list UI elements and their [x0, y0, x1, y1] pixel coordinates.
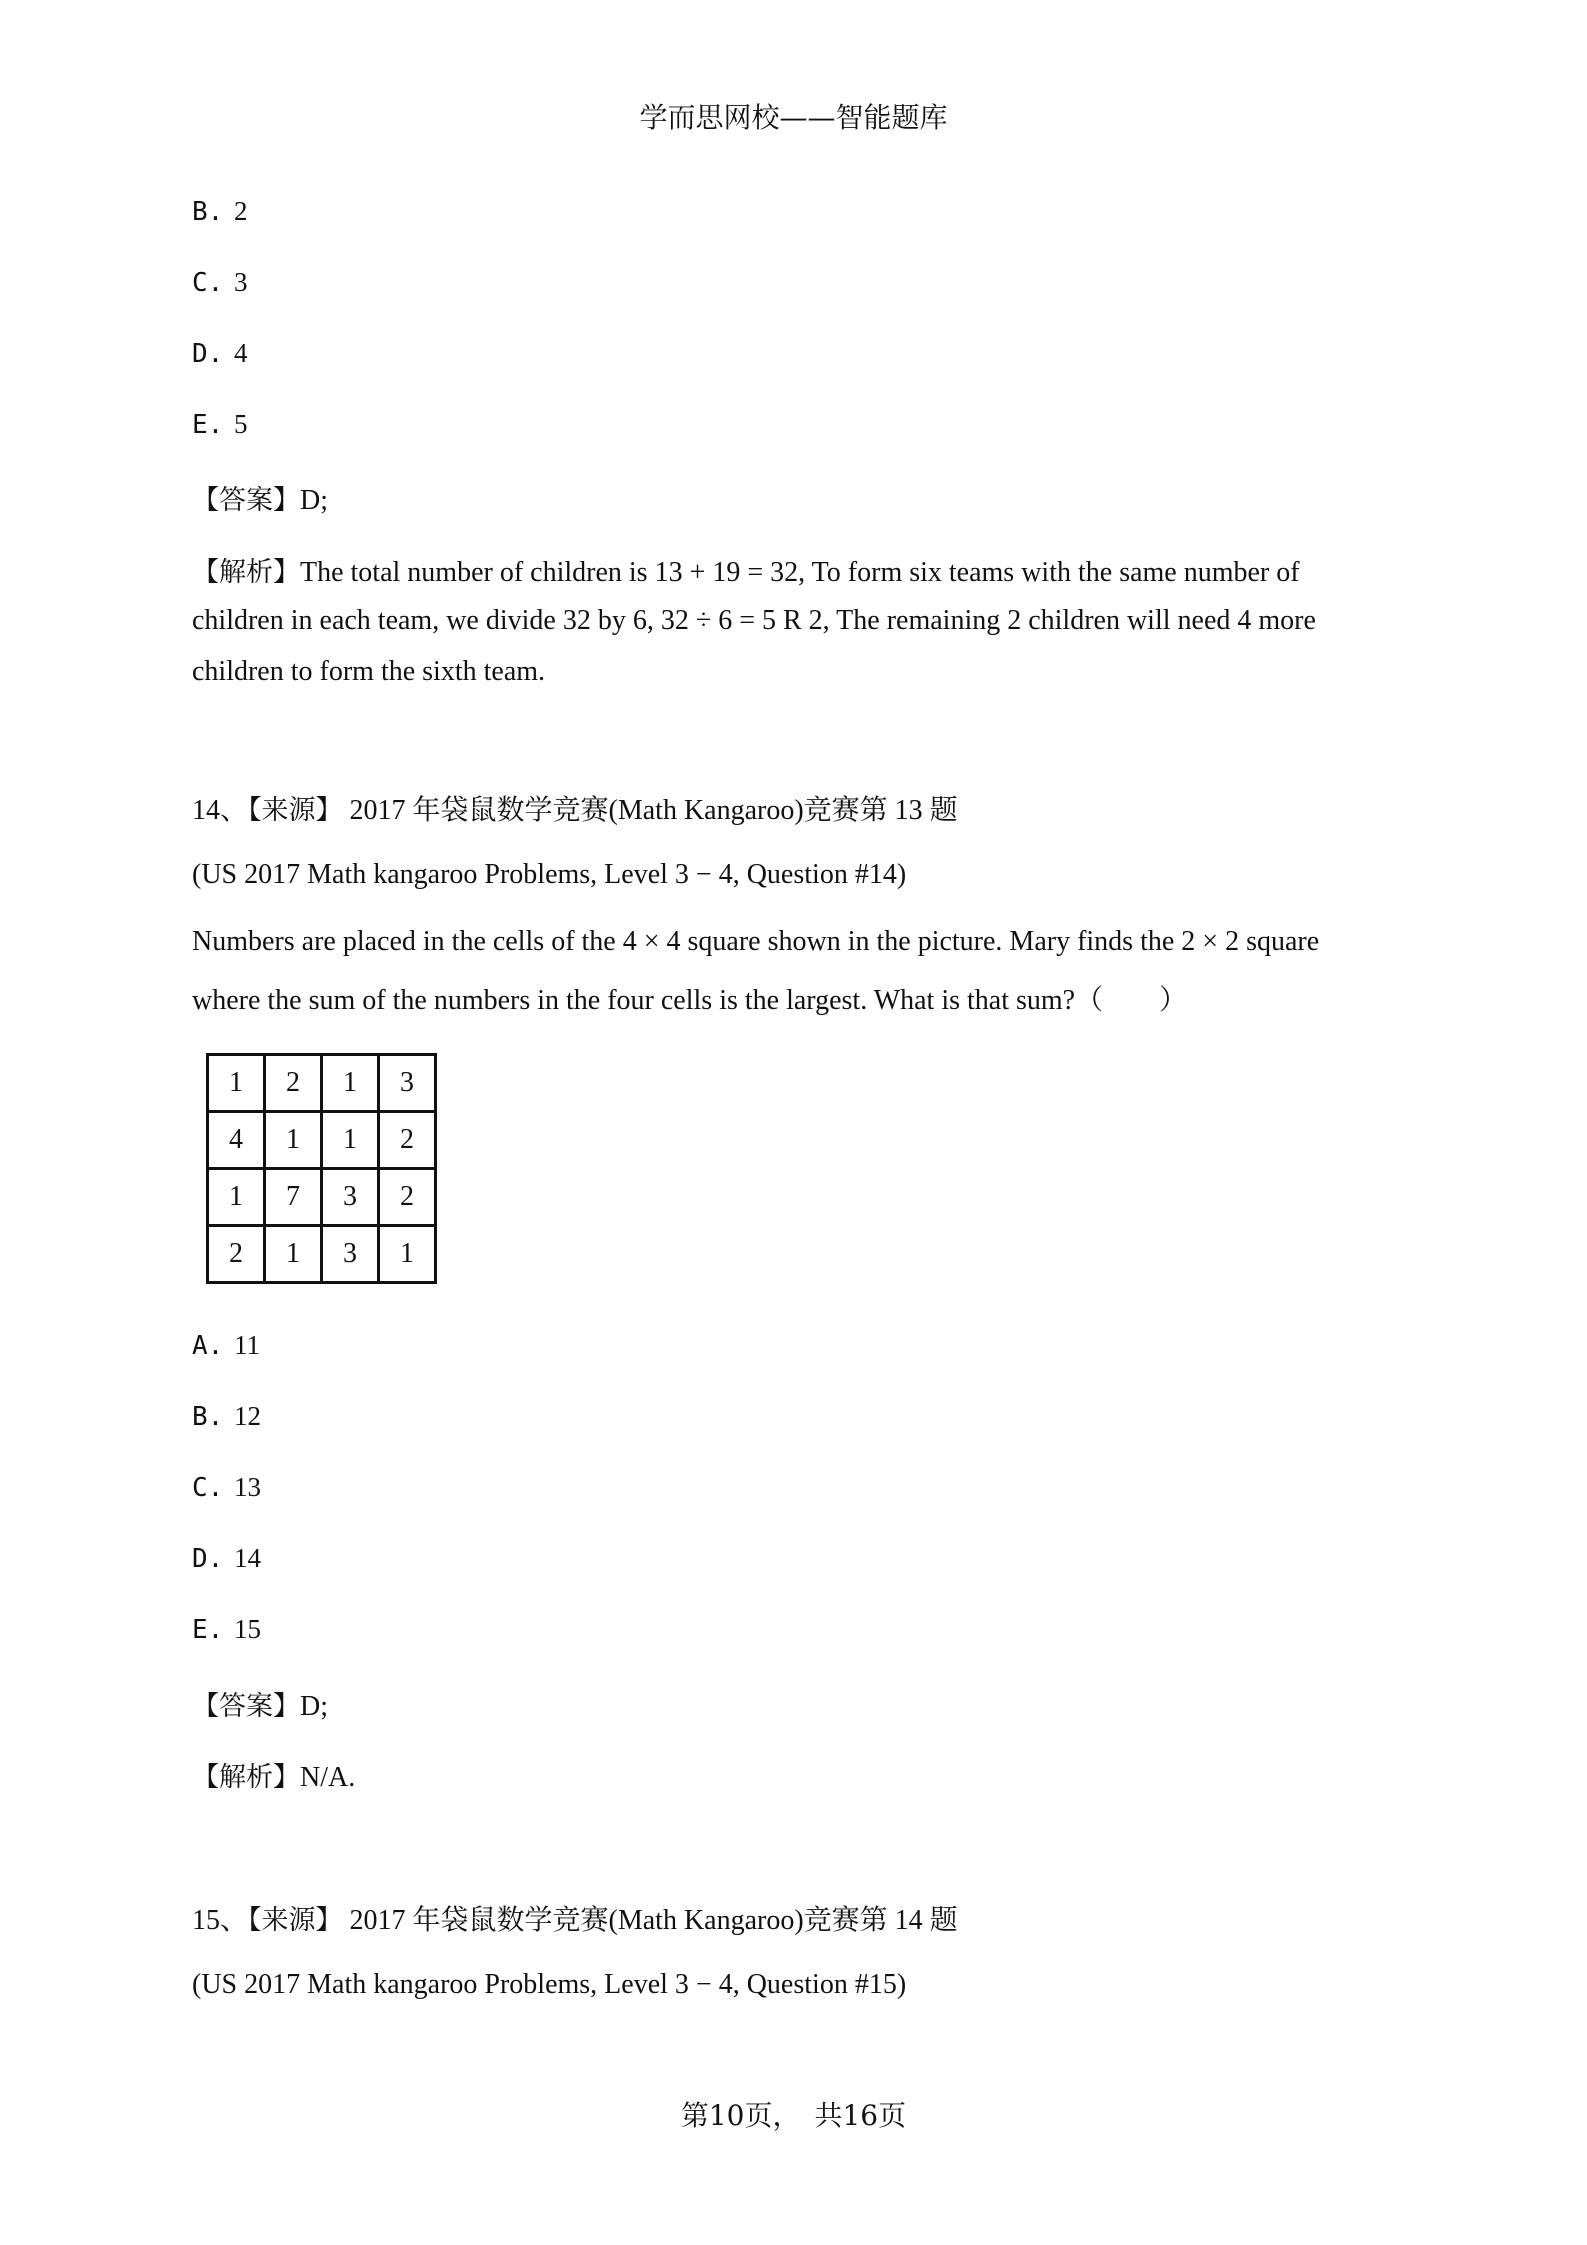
question-number: 14、: [192, 795, 249, 826]
option-value: 13: [234, 1472, 261, 1502]
analysis-text: N/A.: [300, 1762, 356, 1793]
prev-answer: [192, 478, 328, 517]
page-header: 学而思网校——智能题库: [639, 101, 948, 134]
grid-row: [208, 1055, 436, 1112]
grid-cell: 2: [265, 1055, 322, 1112]
option-label: E.: [192, 1615, 224, 1645]
grid-cell: 3: [379, 1055, 436, 1112]
q14-subtitle: (US 2017 Math kangaroo Problems, Level 3 − 4, Question #14): [192, 859, 907, 890]
q14-option-e: [192, 1614, 261, 1645]
grid-cell: 1: [208, 1055, 265, 1112]
q14-source: [192, 788, 958, 828]
option-label: B.: [192, 1402, 224, 1432]
q14-answer: [192, 1684, 328, 1723]
q14-analysis: [192, 1755, 355, 1794]
grid-cell: 1: [265, 1226, 322, 1283]
answer-tag: 【答案】: [192, 485, 300, 516]
grid-row: [208, 1226, 436, 1283]
q14-option-c: [192, 1472, 261, 1503]
option-d: [192, 338, 248, 369]
q14-option-d: [192, 1543, 261, 1574]
analysis-tag: 【解析】: [192, 557, 300, 588]
option-label: D.: [192, 339, 224, 369]
option-label: C.: [192, 1473, 224, 1503]
grid-row: [208, 1112, 436, 1169]
grid-cell: 1: [265, 1112, 322, 1169]
q14-option-b: [192, 1401, 261, 1432]
option-label: C.: [192, 268, 224, 298]
page-footer: 第10页， 共16页: [680, 2099, 907, 2132]
option-value: 12: [234, 1401, 261, 1431]
grid-cell: 2: [379, 1169, 436, 1226]
q15-subtitle: (US 2017 Math kangaroo Problems, Level 3 − 4, Question #15): [192, 1969, 907, 2000]
grid-cell: 1: [208, 1169, 265, 1226]
option-value: 14: [234, 1543, 261, 1573]
q14-option-a: [192, 1330, 260, 1361]
option-label: D.: [192, 1544, 224, 1574]
answer-value: D;: [300, 1691, 328, 1722]
answer-tag: 【答案】: [192, 1691, 300, 1722]
prev-analysis-line-2: children in each team, we divide 32 by 6, 32 ÷ 6 = 5 R 2, The remaining 2 children will need 4 more: [192, 605, 1316, 636]
option-c: [192, 267, 248, 298]
analysis-text: The total number of children is 13 + 19 = 32, To form six teams with the same number of: [300, 557, 1300, 588]
option-value: 5: [234, 409, 248, 439]
source-text: 2017 年袋鼠数学竞赛(Math Kangaroo)竞赛第 13 题: [349, 795, 958, 826]
grid-cell: 1: [379, 1226, 436, 1283]
answer-value: D;: [300, 485, 328, 516]
source-tag: 【来源】: [248, 795, 343, 826]
grid-cell: 3: [322, 1226, 379, 1283]
option-value: 2: [234, 196, 248, 226]
source-tag: 【来源】: [248, 1905, 343, 1936]
grid-cell: 2: [379, 1112, 436, 1169]
option-value: 15: [234, 1614, 261, 1644]
grid-cell: 4: [208, 1112, 265, 1169]
option-value: 4: [234, 338, 248, 368]
option-label: B.: [192, 197, 224, 227]
option-label: E.: [192, 410, 224, 440]
grid-cell: 7: [265, 1169, 322, 1226]
grid-cell: 2: [208, 1226, 265, 1283]
q14-question-line-2: where the sum of the numbers in the four cells is the largest. What is that sum?（ ）: [192, 985, 1188, 1016]
q15-source: [192, 1898, 958, 1938]
grid-cell: 1: [322, 1055, 379, 1112]
grid-row: [208, 1169, 436, 1226]
prev-analysis-line-3: children to form the sixth team.: [192, 656, 546, 687]
question-number: 15、: [192, 1905, 249, 1936]
option-label: A.: [192, 1331, 224, 1361]
analysis-tag: 【解析】: [192, 1762, 300, 1793]
prev-analysis-line-1: [192, 550, 1300, 589]
option-e: [192, 409, 248, 440]
grid-cell: 3: [322, 1169, 379, 1226]
option-b: [192, 196, 248, 227]
option-value: 3: [234, 267, 248, 297]
grid-cell: 1: [322, 1112, 379, 1169]
number-grid: [206, 1053, 437, 1284]
option-value: 11: [234, 1330, 260, 1360]
q14-question-line-1: Numbers are placed in the cells of the 4 × 4 square shown in the picture. Mary finds the 2 × 2 square: [192, 926, 1320, 957]
source-text: 2017 年袋鼠数学竞赛(Math Kangaroo)竞赛第 14 题: [349, 1905, 958, 1936]
